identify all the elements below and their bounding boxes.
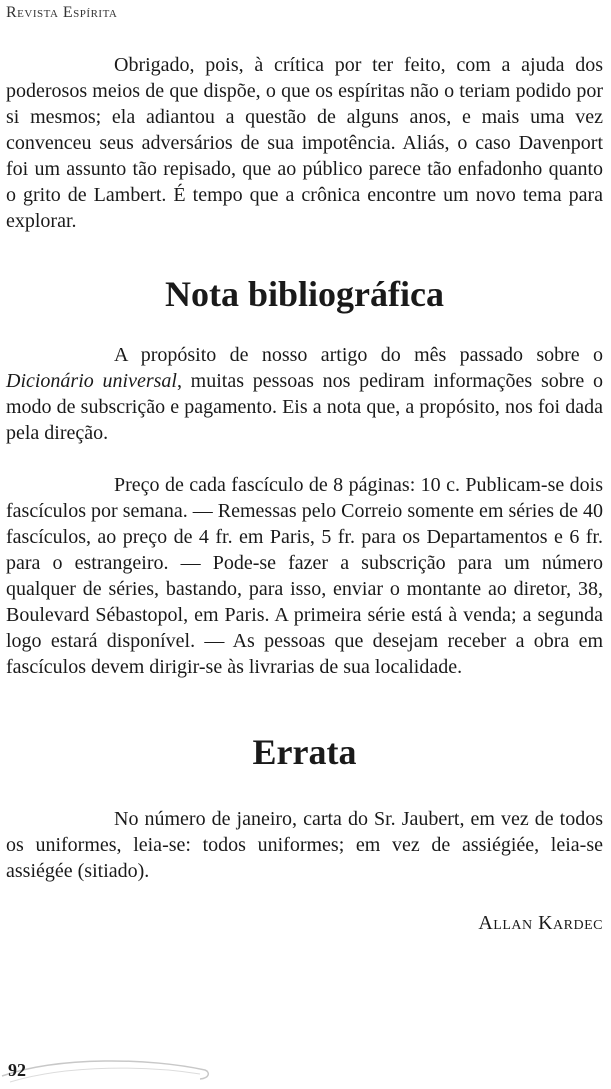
author-signature: Allan Kardec [478,912,603,934]
decorative-swoosh [0,1046,220,1086]
errata-paragraph: No número de janeiro, carta do Sr. Jaubert, em vez de todos os uniformes, leia-se: todos uniformes; em vez de assiégiée, leia-se assiégée (sitiado). [6,808,603,882]
note-text-before: A propósito de nosso artigo do mês passado sobre o [114,344,603,366]
bibliographic-note-paragraph-1 [6,342,603,446]
page-body [6,52,603,936]
intro-paragraph: Obrigado, pois, à crítica por ter feito, com a ajuda dos poderosos meios de que dispõe, o que os espíritas não o teriam podido por si mesmos; ela adiantou a questão de alguns anos, e mais uma vez convenceu seus adversários de sua impotência. Aliás, o caso Davenport foi um assunto tão repisado, que ao público parece tão enfadonho quanto o grito de Lambert. É tempo que a crônica encontre um novo tema para explorar. [6,54,603,232]
section-title-errata: Errata [252,732,357,772]
page-number: 92 [8,1060,26,1080]
dictionary-title: Dicionário universal [6,370,177,392]
bibliographic-note-paragraph-2: Preço de cada fascículo de 8 páginas: 10 c. Publicam-se dois fascículos por semana. — Remessas pelo Correio somente em séries de 40 fascículos, ao preço de 4 fr. em Paris, 5 fr. para os Departamentos e 6 fr. para o estrangeiro. — Pode-se fazer a subscrição para um número qualquer de séries, bastando, para isso, enviar o montante ao diretor, 38, Boulevard Sébastopol, em Paris. A primeira série está à venda; a segunda logo estará disponível. — As pessoas que desejam receber a obra em fascículos devem dirigir-se às livrarias de sua localidade. [6,474,603,678]
section-title-bibliographic-note: Nota bibliográfica [165,274,444,314]
running-header: Revista Espírita [6,4,118,21]
note-text-after: , muitas pessoas nos pediram informações sobre o modo de subscrição e pagamento. Eis a nota que, a propósito, nos foi dada pela direção. [6,370,603,444]
